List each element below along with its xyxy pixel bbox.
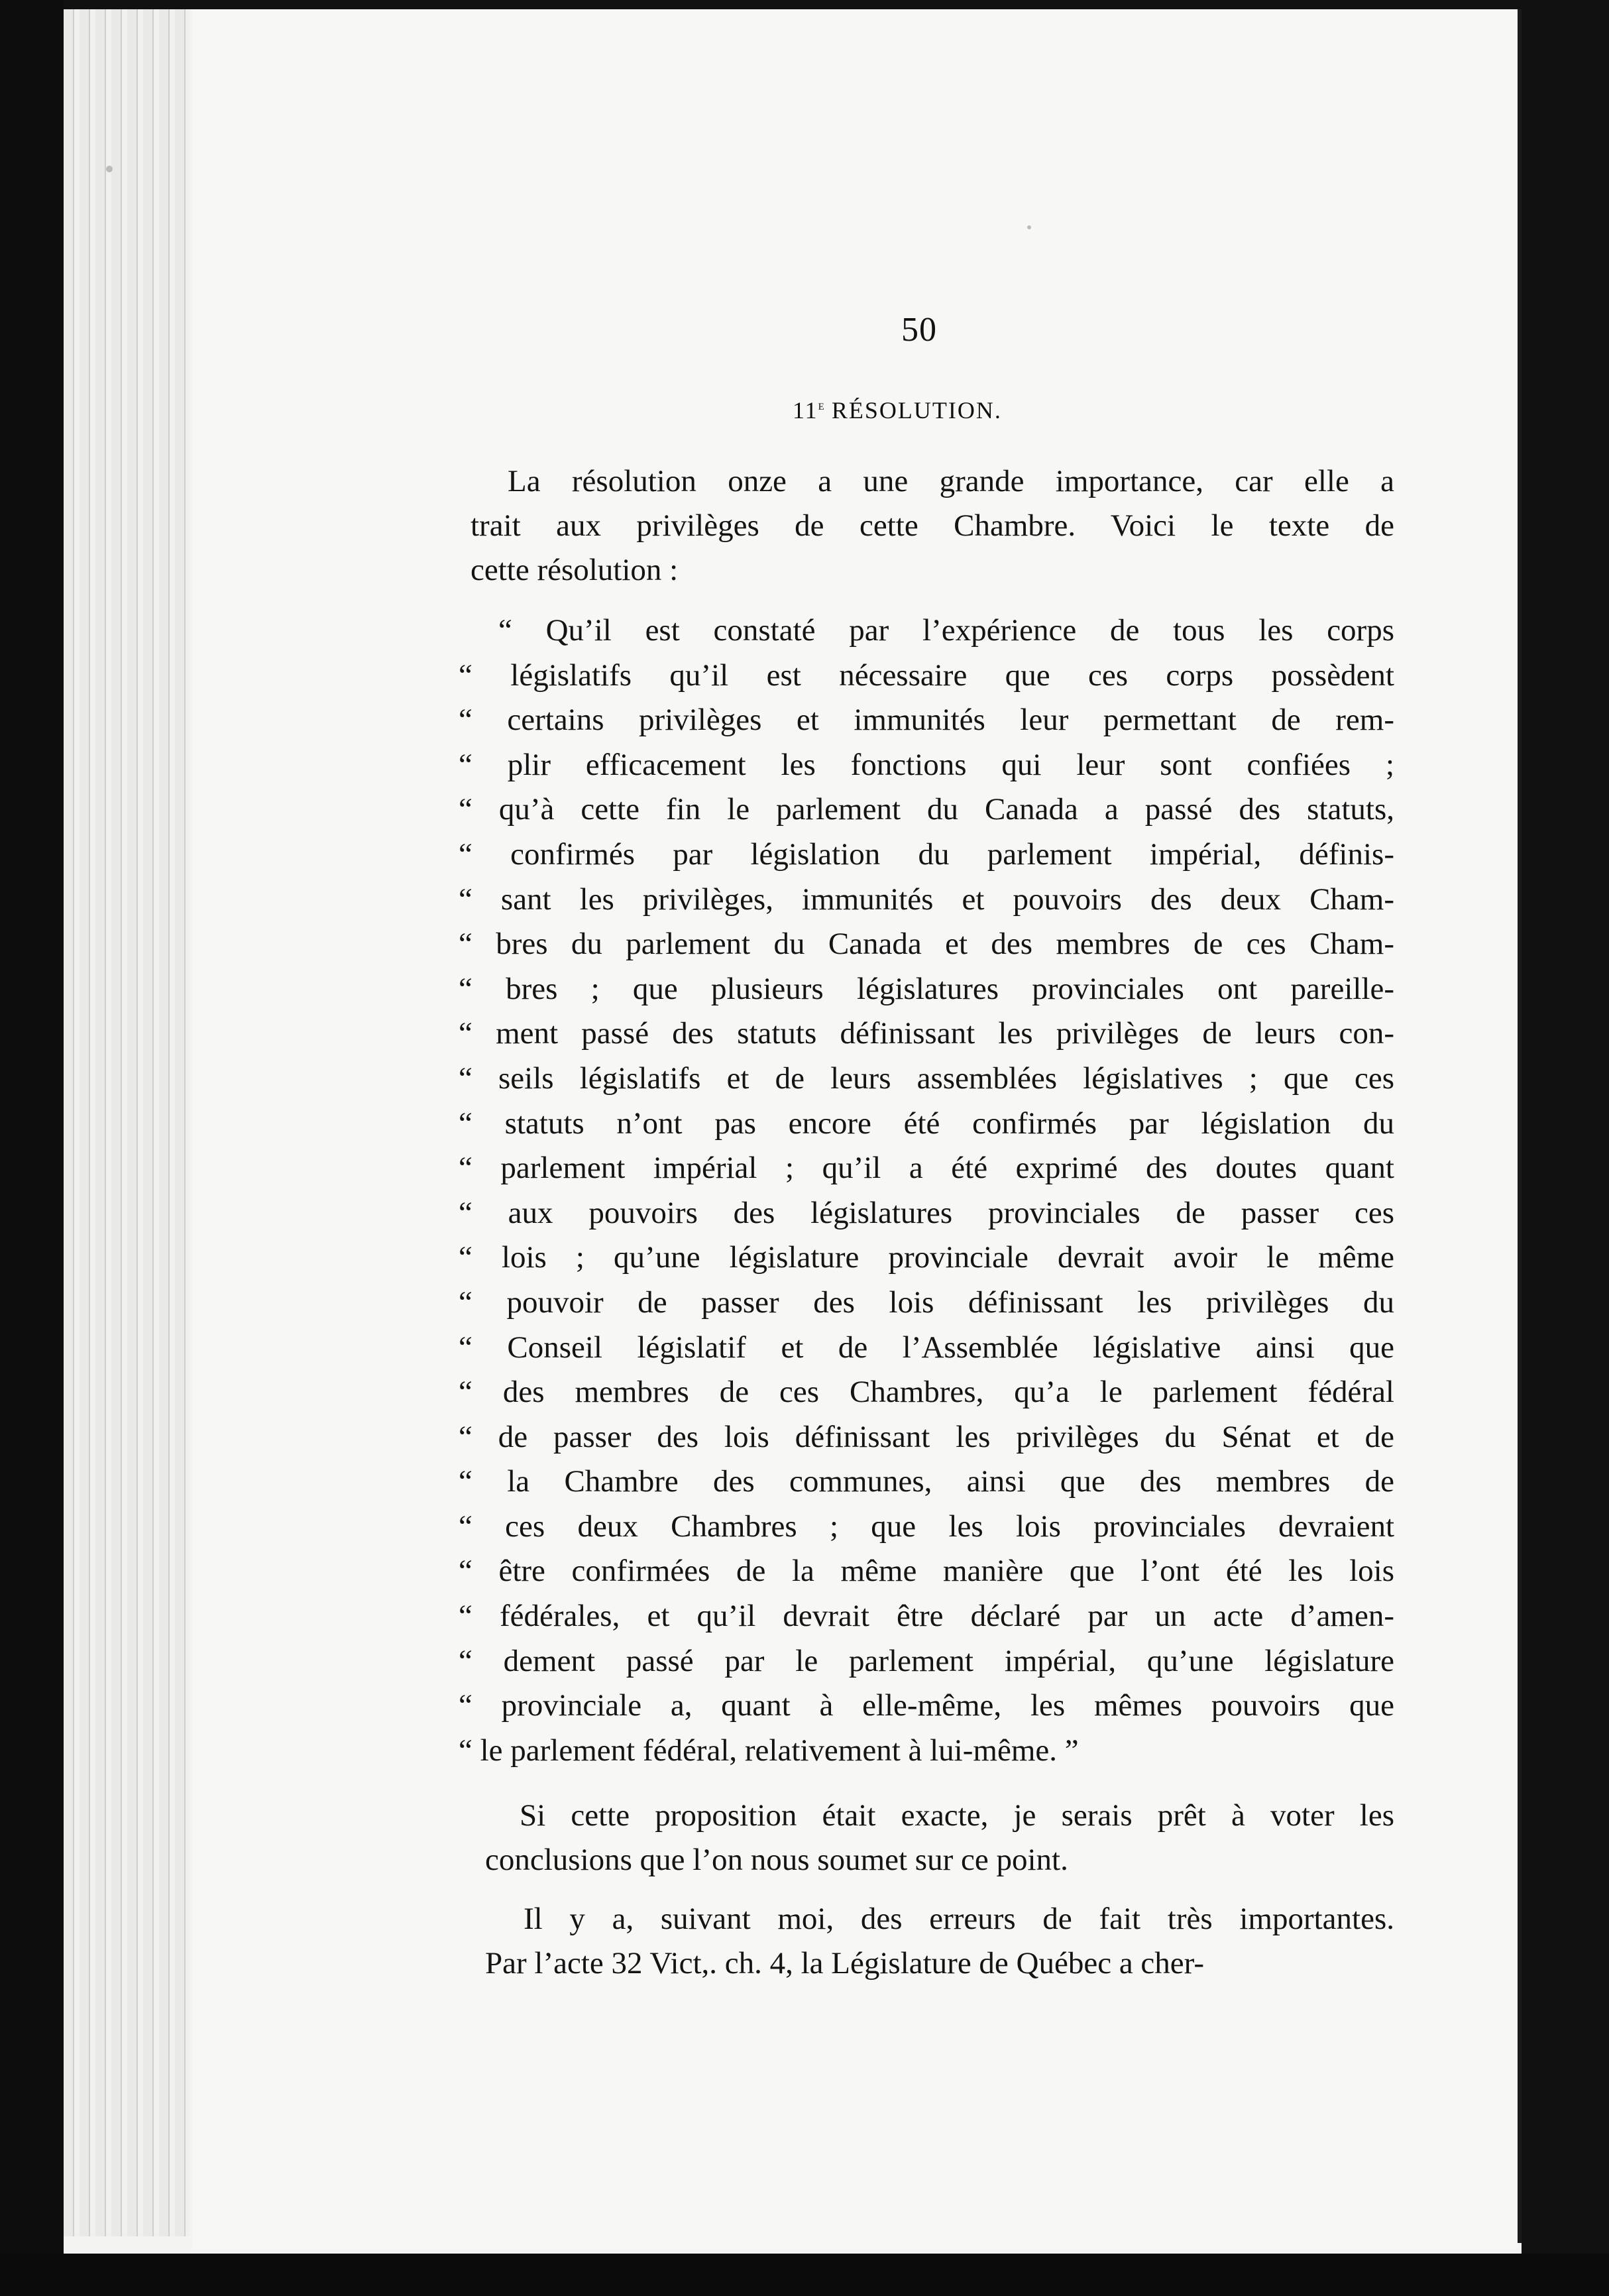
text-line: “ qu’à cette fin le parlement du Canada a passé des statuts, <box>459 792 1394 827</box>
text-line: Si cette proposition était exacte, je serais prêt à voter les <box>520 1798 1394 1833</box>
text-line: “ législatifs qu’il est nécessaire que ces corps possèdent <box>459 658 1394 693</box>
text-line: “ bres ; que plusieurs législatures provinciales ont pareille- <box>459 971 1394 1006</box>
text-line: “ de passer des lois définissant les privilèges du Sénat et de <box>459 1419 1394 1454</box>
text-line: “ dement passé par le parlement impérial, qu’une législature <box>459 1643 1394 1678</box>
text-line: “ provinciale a, quant à elle-même, les mêmes pouvoirs que <box>459 1688 1394 1723</box>
scan-speck <box>1027 225 1031 229</box>
scan-bottom-border <box>0 2254 1609 2296</box>
text-line: “ des membres de ces Chambres, qu’a le parlement fédéral <box>459 1375 1394 1410</box>
text-line: “ certains privilèges et immunités leur permettant de rem- <box>459 703 1394 738</box>
il-paragraph <box>485 1897 1394 1986</box>
scan-left-border <box>0 0 64 2296</box>
text-line: “ Conseil législatif et de l’Assemblée législative ainsi que <box>459 1330 1394 1365</box>
intro-paragraph <box>471 459 1394 593</box>
text-line: cette résolution : <box>471 553 679 587</box>
text-line: “ la Chambre des communes, ainsi que des membres de <box>459 1464 1394 1499</box>
text-line: “ sant les privilèges, immunités et pouvoirs des deux Cham- <box>459 882 1394 917</box>
text-line: “ le parlement fédéral, relativement à lui-même. ” <box>459 1733 1079 1768</box>
si-paragraph <box>485 1794 1394 1882</box>
text-line: “ confirmés par législation du parlement impérial, définis- <box>459 836 1394 872</box>
scan-right-border <box>1522 0 1609 2296</box>
text-line: Il y a, suivant moi, des erreurs de fait très importantes. <box>524 1902 1394 1936</box>
text-line: “ parlement impérial ; qu’il a été exprimé des doutes quant <box>459 1151 1394 1186</box>
heading-number: 11 <box>793 397 818 424</box>
text-line: “ bres du parlement du Canada et des membres de ces Cham- <box>459 927 1394 962</box>
text-line: “ lois ; qu’une législature provinciale devrait avoir le même <box>459 1240 1394 1275</box>
text-line: La résolution onze a une grande importance, car elle a <box>508 464 1394 498</box>
scan-top-border <box>0 0 1609 9</box>
heading-text: RÉSOLUTION. <box>831 397 1002 424</box>
text-line: “ pouvoir de passer des lois définissant les privilèges du <box>459 1285 1394 1320</box>
resolution-quote <box>459 608 1394 1773</box>
page-stack-edges <box>64 9 190 2236</box>
scan-speck <box>106 166 113 172</box>
text-line: “ ces deux Chambres ; que les lois provinciales devraient <box>459 1509 1394 1544</box>
text-line: “ aux pouvoirs des législatures provinciales de passer ces <box>459 1195 1394 1230</box>
text-line: Par l’acte 32 Vict,. ch. 4, la Législature de Québec a cher- <box>485 1946 1205 1980</box>
page-number: 50 <box>901 311 937 349</box>
text-line: “ fédérales, et qu’il devrait être déclaré par un acte d’amen- <box>459 1599 1394 1634</box>
heading-superscript: e <box>818 396 824 413</box>
text-line: “ Qu’il est constaté par l’expérience de tous les corps <box>498 613 1394 648</box>
text-line: “ être confirmées de la même manière que l’ont été les lois <box>459 1554 1394 1589</box>
text-line: trait aux privilèges de cette Chambre. Voici le texte de <box>471 508 1394 543</box>
section-heading <box>793 396 1002 424</box>
text-line: “ statuts n’ont pas encore été confirmés par législation du <box>459 1106 1394 1141</box>
text-line: “ seils législatifs et de leurs assemblées législatives ; que ces <box>459 1061 1394 1096</box>
text-line: “ plir efficacement les fonctions qui leur sont confiées ; <box>459 747 1394 782</box>
text-line: “ ment passé des statuts définissant les privilèges de leurs con- <box>459 1016 1394 1051</box>
text-line: conclusions que l’on nous soumet sur ce point. <box>485 1843 1068 1877</box>
